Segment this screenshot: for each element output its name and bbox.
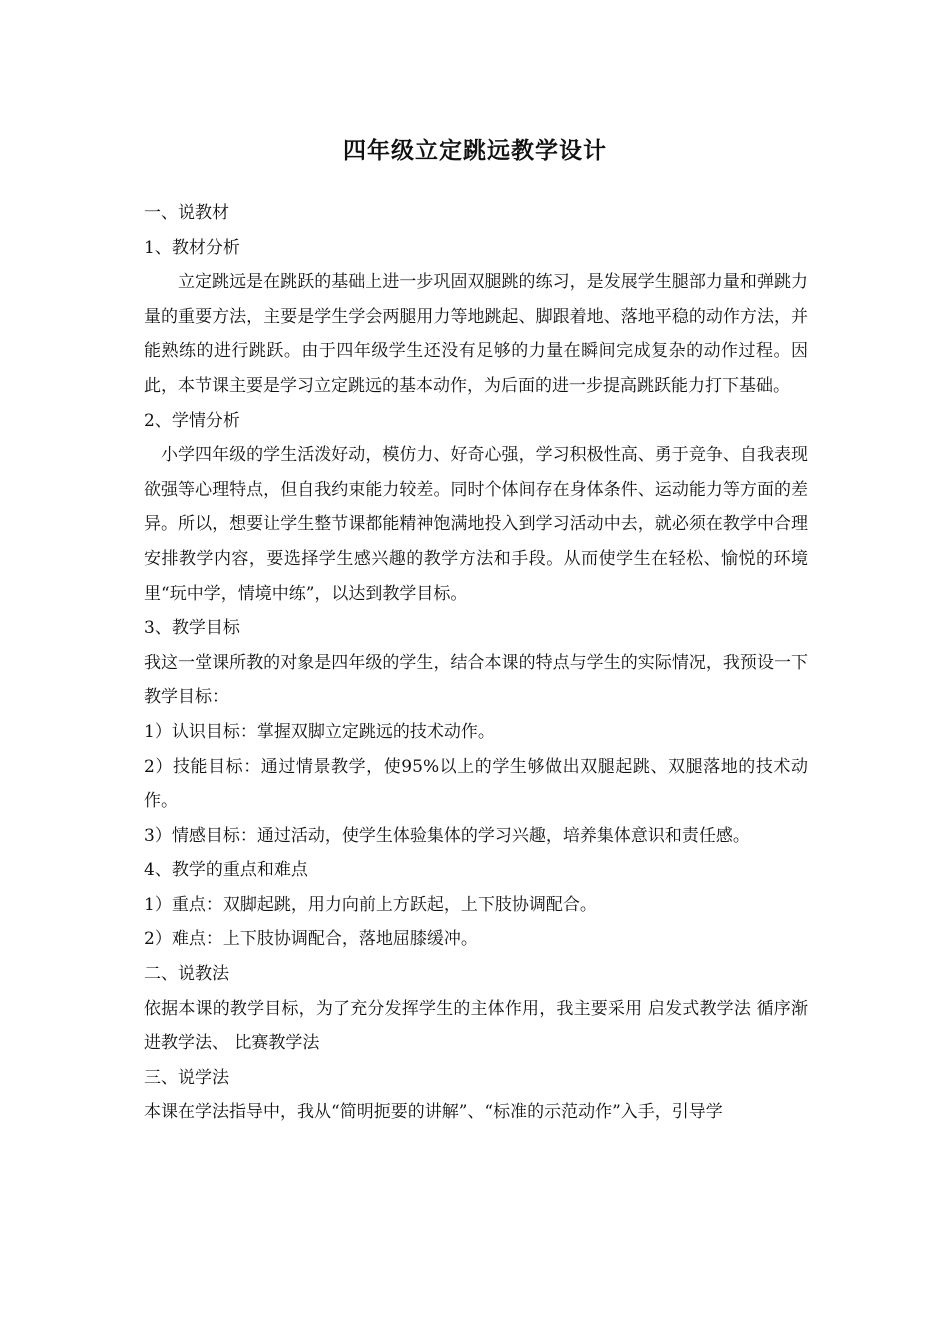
- paragraph-teaching-goals: 我这一堂课所教的对象是四年级的学生，结合本课的特点与学生的实际情况，我预设一下教学目标：: [144, 652, 808, 708]
- key-point: 1）重点：双脚起跳，用力向前上方跃起，上下肢协调配合。: [144, 894, 597, 915]
- paragraph-learning-methods: 本课在学法指导中，我从“简明扼要的讲解”、“标准的示范动作”入手，引导学: [144, 1102, 723, 1123]
- difficult-point: 2）难点：上下肢协调配合，落地屈膝缓冲。: [144, 929, 478, 950]
- goal-cognitive: 1）认识目标：掌握双脚立定跳远的技术动作。: [144, 721, 495, 742]
- paragraph-material-analysis: 立定跳远是在跳跃的基础上进一步巩固双腿跳的练习，是发展学生腿部力量和弹跳力量的重要方法，主要是学生学会两腿用力等地跳起、脚跟着地、落地平稳的动作方法，并能熟练的进行跳跃。由于四年级学生还没有足够的力量在瞬间完成复杂的动作过程。因此，本节课主要是学习立定跳远的基本动作，为后面的进一步提高跳跃能力打下基础。: [144, 272, 808, 396]
- subheading-student-analysis: 2、学情分析: [144, 410, 240, 431]
- document-body: [144, 196, 808, 1130]
- goal-affective: 3）情感目标：通过活动，使学生体验集体的学习兴趣，培养集体意识和责任感。: [144, 825, 750, 846]
- goal-skill: 2）技能目标：通过情景教学，使95%以上的学生够做出双腿起跳、双腿落地的技术动作。: [144, 756, 808, 812]
- paragraph-teaching-methods: 依据本课的教学目标，为了充分发挥学生的主体作用，我主要采用 启发式教学法 循序渐进教学法、 比赛教学法: [144, 998, 808, 1054]
- heading-teaching-material: 一、说教材: [144, 203, 229, 223]
- heading-learning-methods: 三、说学法: [144, 1067, 229, 1088]
- paragraph-student-analysis: 小学四年级的学生活泼好动，模仿力、好奇心强，学习积极性高、勇于竞争、自我表现欲强等心理特点，但自我约束能力较差。同时个体间存在身体条件、运动能力等方面的差异。所以，想要让学生整节课都能精神饱满地投入到学习活动中去，就必须在教学中合理安排教学内容，要选择学生感兴趣的教学方法和手段。从而使学生在轻松、愉悦的环境里“玩中学，情境中练”，以达到教学目标。: [144, 445, 808, 604]
- subheading-key-difficult-points: 4、教学的重点和难点: [144, 860, 308, 881]
- subheading-teaching-goals: 3、教学目标: [144, 618, 240, 639]
- document-title: 四年级立定跳远教学设计: [343, 137, 607, 164]
- subheading-material-analysis: 1、教材分析: [144, 237, 240, 258]
- heading-teaching-methods: 二、说教法: [144, 964, 229, 985]
